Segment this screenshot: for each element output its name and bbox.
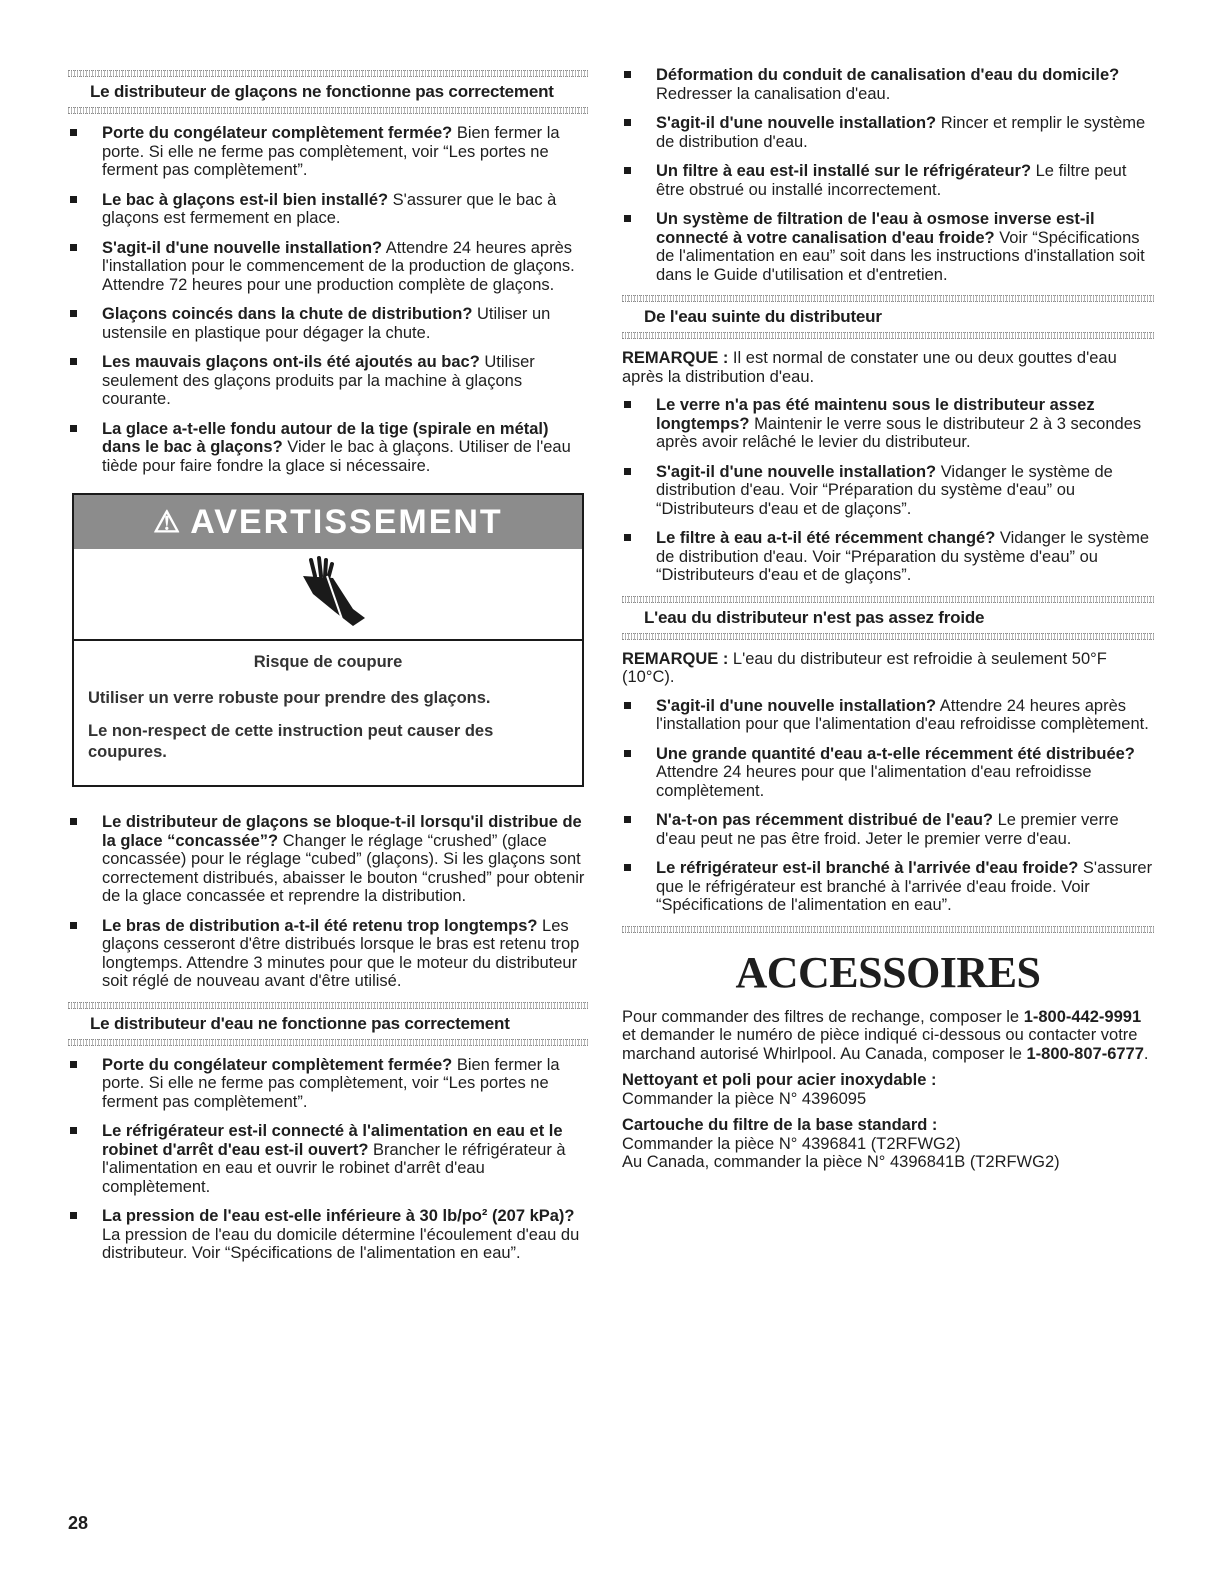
question: S'agit-il d'une nouvelle installation? — [656, 696, 937, 715]
bullet-icon — [70, 310, 77, 317]
warning-text: Le non-respect de cette instruction peut causer des coupures. — [88, 722, 494, 761]
answer: Brancher le réfrigérateur à l'alimentation en eau et ouvrir le robinet d'arrêt d'eau complètement. — [102, 1140, 566, 1196]
dotted-rule — [622, 596, 1154, 603]
question: Le distributeur de glaçons se bloque-t-il lorsqu'il distribue de la glace “concassée”? — [102, 813, 582, 850]
dotted-rule — [622, 926, 1154, 933]
list-item — [68, 191, 588, 228]
bullet-icon — [624, 401, 631, 408]
note-text: L'eau du distributeur est refroidie à seulement 50°F (10°C). — [622, 649, 1107, 686]
dotted-rule — [622, 633, 1154, 640]
bullet-icon — [624, 864, 631, 871]
dotted-rule — [68, 107, 588, 114]
question: Une grande quantité d'eau a-t-elle récemment été distribuée? — [656, 744, 1135, 763]
warning-body — [74, 641, 582, 785]
section-title: Le distributeur d'eau ne fonctionne pas correctement — [90, 1013, 510, 1033]
question: Le verre n'a pas été maintenu sous le distributeur assez longtemps? — [656, 396, 1095, 433]
bullet-icon — [624, 750, 631, 757]
answer: Attendre 24 heures après l'installation pour le commencement de la production de glaçons. Attendre 72 heures pour une production complète de glaçons. — [102, 238, 575, 294]
warning-triangle-icon: ⚠ — [153, 505, 183, 539]
question: Le réfrigérateur est-il connecté à l'alimentation en eau et le robinet d'arrêt d'eau est-il ouvert? — [102, 1122, 563, 1159]
question: Le bac à glaçons est-il bien installé? — [102, 190, 389, 209]
troubleshoot-list — [68, 813, 588, 991]
bullet-icon — [624, 215, 631, 222]
section-title: L'eau du distributeur n'est pas assez froide — [644, 607, 985, 627]
list-item — [622, 811, 1154, 848]
question: Porte du congélateur complètement fermée? — [102, 124, 453, 142]
list-item — [622, 859, 1154, 915]
list-item — [68, 1056, 588, 1112]
accessory-part: Commander la pièce N° 4396841 (T2RFWG2) — [622, 1134, 961, 1153]
list-item — [622, 745, 1154, 801]
list-item — [622, 463, 1154, 519]
bullet-icon — [70, 358, 77, 365]
accessory-item — [622, 1116, 1154, 1172]
list-item — [68, 1207, 588, 1263]
answer: Attendre 24 heures après l'installation pour que l'alimentation d'eau refroidisse complètement. — [656, 696, 1149, 733]
list-item — [68, 353, 588, 409]
answer: Vidanger le système de distribution d'eau. Voir “Préparation du système d'eau” ou “Distributeurs d'eau et de glaçons”. — [656, 462, 1113, 518]
answer: S'assurer que le bac à glaçons est fermement en place. — [102, 190, 557, 227]
bullet-icon — [70, 818, 77, 825]
warning-box — [72, 493, 584, 787]
list-item — [68, 813, 588, 906]
accessory-title: Cartouche du filtre de la base standard : — [622, 1116, 938, 1134]
answer: La pression de l'eau du domicile détermine l'écoulement d'eau du distributeur. Voir “Spécifications de l'alimentation en eau”. — [102, 1225, 580, 1262]
question: Déformation du conduit de canalisation d'eau du domicile? — [656, 66, 1120, 84]
section-header — [622, 596, 1154, 640]
bullet-icon — [70, 425, 77, 432]
question: Un filtre à eau est-il installé sur le réfrigérateur? — [656, 162, 1032, 180]
section-title: Le distributeur de glaçons ne fonctionne pas correctement — [90, 82, 554, 101]
question: Glaçons coincés dans la chute de distribution? — [102, 305, 473, 323]
answer: Bien fermer la porte. Si elle ne ferme pas complètement, voir “Les portes ne ferment pas complètement”. — [102, 124, 560, 179]
list-item — [622, 529, 1154, 585]
list-item — [622, 396, 1154, 452]
hand-cut-icon — [283, 554, 373, 634]
question: S'agit-il d'une nouvelle installation? — [102, 238, 383, 257]
cut-hazard-pictogram — [74, 549, 582, 641]
list-item — [68, 239, 588, 295]
left-column — [68, 66, 588, 1274]
accessory-part: Au Canada, commander la pièce N° 4396841B (T2RFWG2) — [622, 1153, 1060, 1171]
bullet-icon — [70, 922, 77, 929]
dotted-rule — [622, 332, 1154, 339]
question: Le bras de distribution a-t-il été retenu trop longtemps? — [102, 916, 538, 935]
question: Le filtre à eau a-t-il été récemment changé? — [656, 529, 996, 547]
dotted-rule — [68, 1002, 588, 1009]
answer: Vider le bac à glaçons. Utiliser de l'eau tiède pour faire fondre la glace si nécessaire. — [102, 438, 571, 475]
section-header — [622, 295, 1154, 339]
warning-text: Utiliser un verre robuste pour prendre des glaçons. — [88, 689, 491, 707]
question: La pression de l'eau est-elle inférieure à 30 lb/po² (207 kPa)? — [102, 1207, 575, 1225]
text: et demander le numéro de pièce indiqué ci-dessous ou contacter votre marchand autorisé Whirlpool. Au Canada, composer le — [622, 1026, 1138, 1063]
section-title: De l'eau suinte du distributeur — [644, 307, 882, 326]
note — [622, 650, 1154, 687]
answer: Le premier verre d'eau peut ne pas être froid. Jeter le premier verre d'eau. — [656, 811, 1119, 848]
right-column — [622, 66, 1154, 1180]
dotted-rule — [68, 70, 588, 77]
troubleshoot-list — [622, 697, 1154, 915]
bullet-icon — [624, 816, 631, 823]
bullet-icon — [624, 167, 631, 174]
bullet-icon — [624, 702, 631, 709]
hazard-label: Risque de coupure — [253, 653, 403, 671]
answer: Bien fermer la porte. Si elle ne ferme pas complètement, voir “Les portes ne ferment pas complètement”. — [102, 1055, 560, 1111]
dotted-rule — [68, 1039, 588, 1046]
list-item — [68, 420, 588, 476]
troubleshoot-list — [622, 66, 1154, 284]
troubleshoot-list — [68, 124, 588, 475]
list-item — [68, 1122, 588, 1196]
phone-number: 1-800-807-6777 — [1026, 1044, 1144, 1063]
note-label: REMARQUE : — [622, 649, 729, 668]
list-item — [622, 210, 1154, 284]
bullet-icon — [624, 71, 631, 78]
bullet-icon — [70, 196, 77, 203]
answer: Voir “Spécifications de l'alimentation en eau” soit dans les instructions d'installation soit dans le Guide d'utilisation et d'entretien. — [656, 228, 1145, 284]
answer: Rincer et remplir le système de distribution d'eau. — [656, 114, 1146, 151]
answer: Utiliser seulement des glaçons produits par la machine à glaçons courante. — [102, 353, 535, 408]
troubleshoot-list — [68, 1056, 588, 1263]
troubleshoot-list — [622, 396, 1154, 585]
question: Un système de filtration de l'eau à osmose inverse est-il connecté à votre canalisation d'eau froide? — [656, 210, 1095, 247]
note-label: REMARQUE : — [622, 349, 729, 367]
accessory-item — [622, 1071, 1154, 1108]
dotted-rule — [622, 295, 1154, 302]
answer: Utiliser un ustensile en plastique pour dégager la chute. — [102, 305, 551, 342]
list-item — [622, 162, 1154, 199]
list-item — [68, 917, 588, 991]
list-item — [622, 697, 1154, 734]
section-header — [68, 1002, 588, 1046]
accessory-part: Commander la pièce N° 4396095 — [622, 1089, 867, 1108]
question: Le réfrigérateur est-il branché à l'arrivée d'eau froide? — [656, 859, 1079, 877]
answer: Les glaçons cesseront d'être distribués lorsque le bras est retenu trop longtemps. Attendre 3 minutes pour que le moteur du distributeur soit réglé de nouveau avant d'être utilisé. — [102, 916, 580, 990]
bullet-icon — [70, 1061, 77, 1068]
answer: Changer le réglage “crushed” (glace concassée) pour le réglage “cubed” (glaçons). Si les glaçons sont correctement distribués, abaisser le bouton “crushed” pour obtenir de la glace concassée et reprendre la distribution. — [102, 831, 585, 905]
bullet-icon — [624, 468, 631, 475]
bullet-icon — [624, 119, 631, 126]
list-item — [68, 124, 588, 180]
question: La glace a-t-elle fondu autour de la tige (spirale en métal) dans le bac à glaçons? — [102, 419, 549, 456]
answer: Redresser la canalisation d'eau. — [656, 84, 891, 103]
answer: Vidanger le système de distribution d'eau. Voir “Préparation du système d'eau” ou “Distributeurs d'eau et de glaçons”. — [656, 529, 1150, 584]
section-header — [68, 70, 588, 114]
accessories-intro — [622, 1008, 1154, 1064]
question: Porte du congélateur complètement fermée? — [102, 1055, 453, 1074]
note — [622, 349, 1154, 386]
text: . — [1143, 1044, 1149, 1063]
list-item — [68, 305, 588, 342]
question: Les mauvais glaçons ont-ils été ajoutés au bac? — [102, 353, 480, 371]
bullet-icon — [70, 1212, 77, 1219]
accessories-heading: ACCESSOIRES — [735, 947, 1041, 997]
bullet-icon — [624, 534, 631, 541]
answer: S'assurer que le réfrigérateur est branché à l'arrivée d'eau froide. Voir “Spécifications de l'alimentation en eau”. — [656, 859, 1153, 914]
phone-number: 1-800-442-9991 — [1023, 1007, 1142, 1026]
answer: Le filtre peut être obstrué ou installé incorrectement. — [656, 162, 1127, 199]
question: S'agit-il d'une nouvelle installation? — [656, 114, 937, 132]
bullet-icon — [70, 1127, 77, 1134]
warning-title: AVERTISSEMENT — [190, 502, 503, 541]
warning-banner — [74, 495, 582, 549]
text: Pour commander des filtres de rechange, composer le — [622, 1007, 1024, 1026]
answer: Attendre 24 heures pour que l'alimentation d'eau refroidisse complètement. — [656, 763, 1092, 800]
bullet-icon — [70, 244, 77, 251]
page-number: 28 — [68, 1513, 89, 1533]
answer: Maintenir le verre sous le distributeur 2 à 3 secondes après avoir relâché le levier du distributeur. — [656, 414, 1142, 451]
bullet-icon — [70, 129, 77, 136]
list-item — [622, 66, 1154, 103]
note-text: Il est normal de constater une ou deux gouttes d'eau après la distribution d'eau. — [622, 349, 1117, 386]
question: S'agit-il d'une nouvelle installation? — [656, 462, 937, 481]
list-item — [622, 114, 1154, 151]
question: N'a-t-on pas récemment distribué de l'eau? — [656, 811, 994, 829]
accessory-title: Nettoyant et poli pour acier inoxydable : — [622, 1071, 937, 1089]
